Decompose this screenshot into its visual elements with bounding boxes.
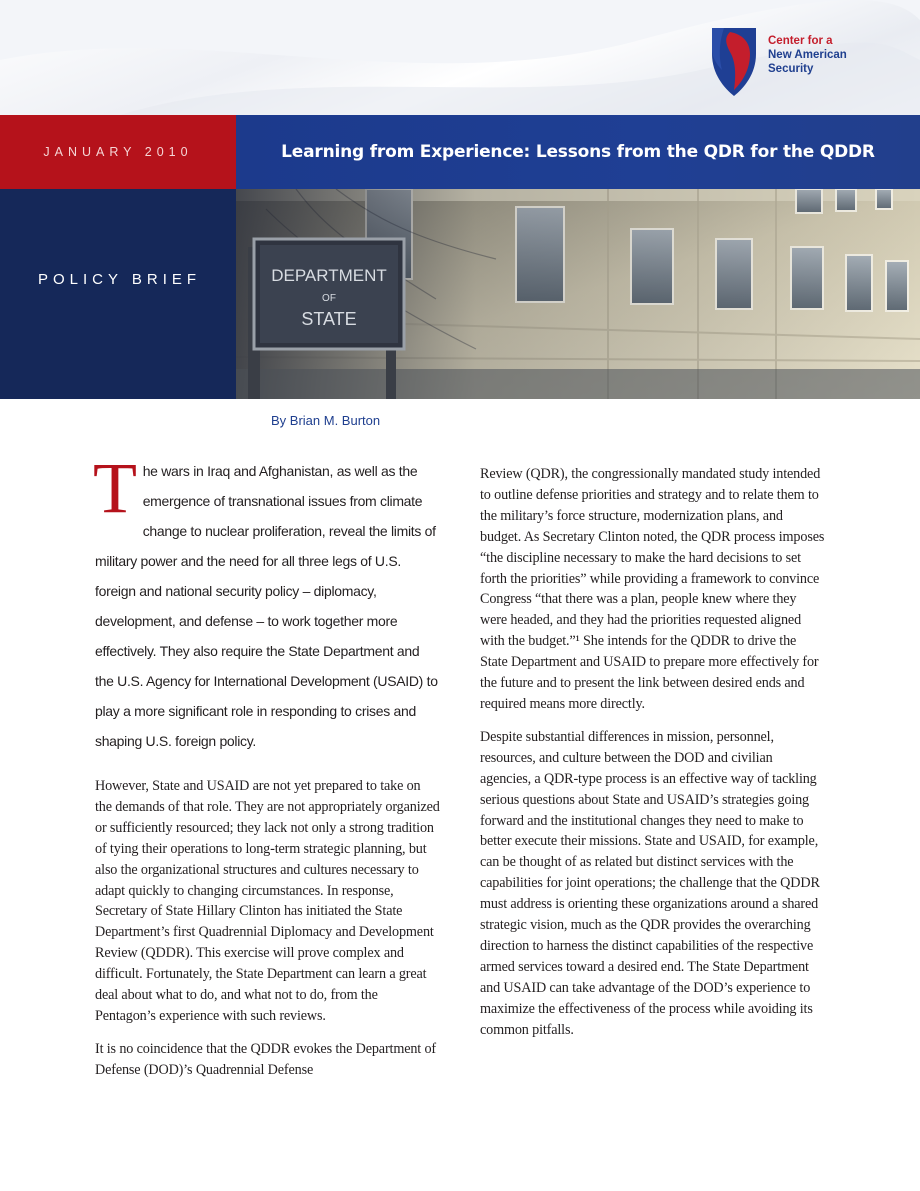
article-column-left	[93, 448, 440, 1093]
cnas-logo[interactable]	[706, 24, 856, 98]
sign-line-2: OF	[322, 293, 336, 304]
sign-line-1: DEPARTMENT	[271, 266, 387, 285]
date-box	[0, 115, 236, 189]
body-paragraph-3: Review (QDR), the congressionally mandated study intended to outline defense priorities and strategy and to relate them to the military’s force structure, modernization plans, and budget. As Secretary Clinton noted, the QDR process imposes “the discipline necessary to make the hard decisions to set forth the priorities” while providing a framework to convince Congress “that there was a plan, people knew where they were headed, and they had the priorities requested aligned with the budget.”¹ She intends for the QDDR to drive the State Department and USAID to prepare more effectively for the future and to present the link between desired ends and required means more directly.	[480, 466, 825, 712]
logo-text	[768, 34, 847, 76]
logo-line-1: Center for a	[768, 35, 833, 47]
body-paragraph-1: However, State and USAID are not yet prepared to take on the demands of that role. They are not appropriately organized or sufficiently resourced; they lack not only a strong tradition of tying their operations to long-term strategic planning, but also the organizational structures and cultures necessary to adapt quickly to changing circumstances. In response, Secretary of State Hillary Clinton has initiated the State Department’s first Quadrennial Diplomacy and Development Review (QDDR). This exercise will prove complex and difficult. Fortunately, the State Department can learn a great deal about what to do, and what not to do, from the Pentagon’s experience with such reviews.	[95, 778, 440, 1024]
body-paragraph-2: It is no coincidence that the QDDR evokes the Department of Defense (DOD)’s Quadrennial Defense	[95, 1040, 437, 1078]
lead-paragraph	[93, 448, 440, 756]
byline: By Brian M. Burton	[271, 413, 381, 428]
lead-text: he wars in Iraq and Afghanistan, as well as the emergence of transnational issues from climate change to nuclear proliferation, reveal the limits of military power and the need for all three legs of U.S. foreign and national security policy – diplomacy, development, and defense – to work together more effectively. They also require the State Department and the U.S. Agency for International Development (USAID) to play a more significant role in responding to crises and shaping U.S. foreign policy.	[95, 463, 438, 749]
state-department-building-image	[236, 189, 920, 399]
page-title: Learning from Experience: Lessons from the QDR for the QDDR	[281, 142, 875, 162]
article-column-right	[480, 464, 826, 1052]
publication-date: JANUARY 2010	[43, 145, 193, 159]
series-label: POLICY BRIEF	[38, 271, 202, 288]
body-paragraph-4: Despite substantial differences in mission, personnel, resources, and culture between the DOD and civilian agencies, a QDR-type process is an effective way of tackling serious questions about State and USAID’s strategies going forward and the institutional changes they need to make to better execute their missions. State and USAID, for example, can be thought of as related but distinct services with the capabilities for joint operations; the challenge that the QDDR must address is orienting these organizations around a shared strategic vision, much as the QDR provides the overarching direction to harness the distinct capabilities of the respective armed services toward a desired end. The State Department and USAID can take advantage of the DOD’s experience to maximize the effectiveness of the process while avoiding its common pitfalls.	[480, 728, 820, 1038]
building-photo	[236, 189, 920, 399]
title-bar	[236, 115, 920, 189]
logo-line-3: Security	[768, 63, 814, 75]
logo-line-2: New American	[768, 49, 847, 61]
drop-cap: T	[93, 448, 137, 528]
shield-icon	[706, 24, 762, 98]
series-box	[0, 189, 236, 399]
sign-line-3: STATE	[301, 309, 357, 329]
